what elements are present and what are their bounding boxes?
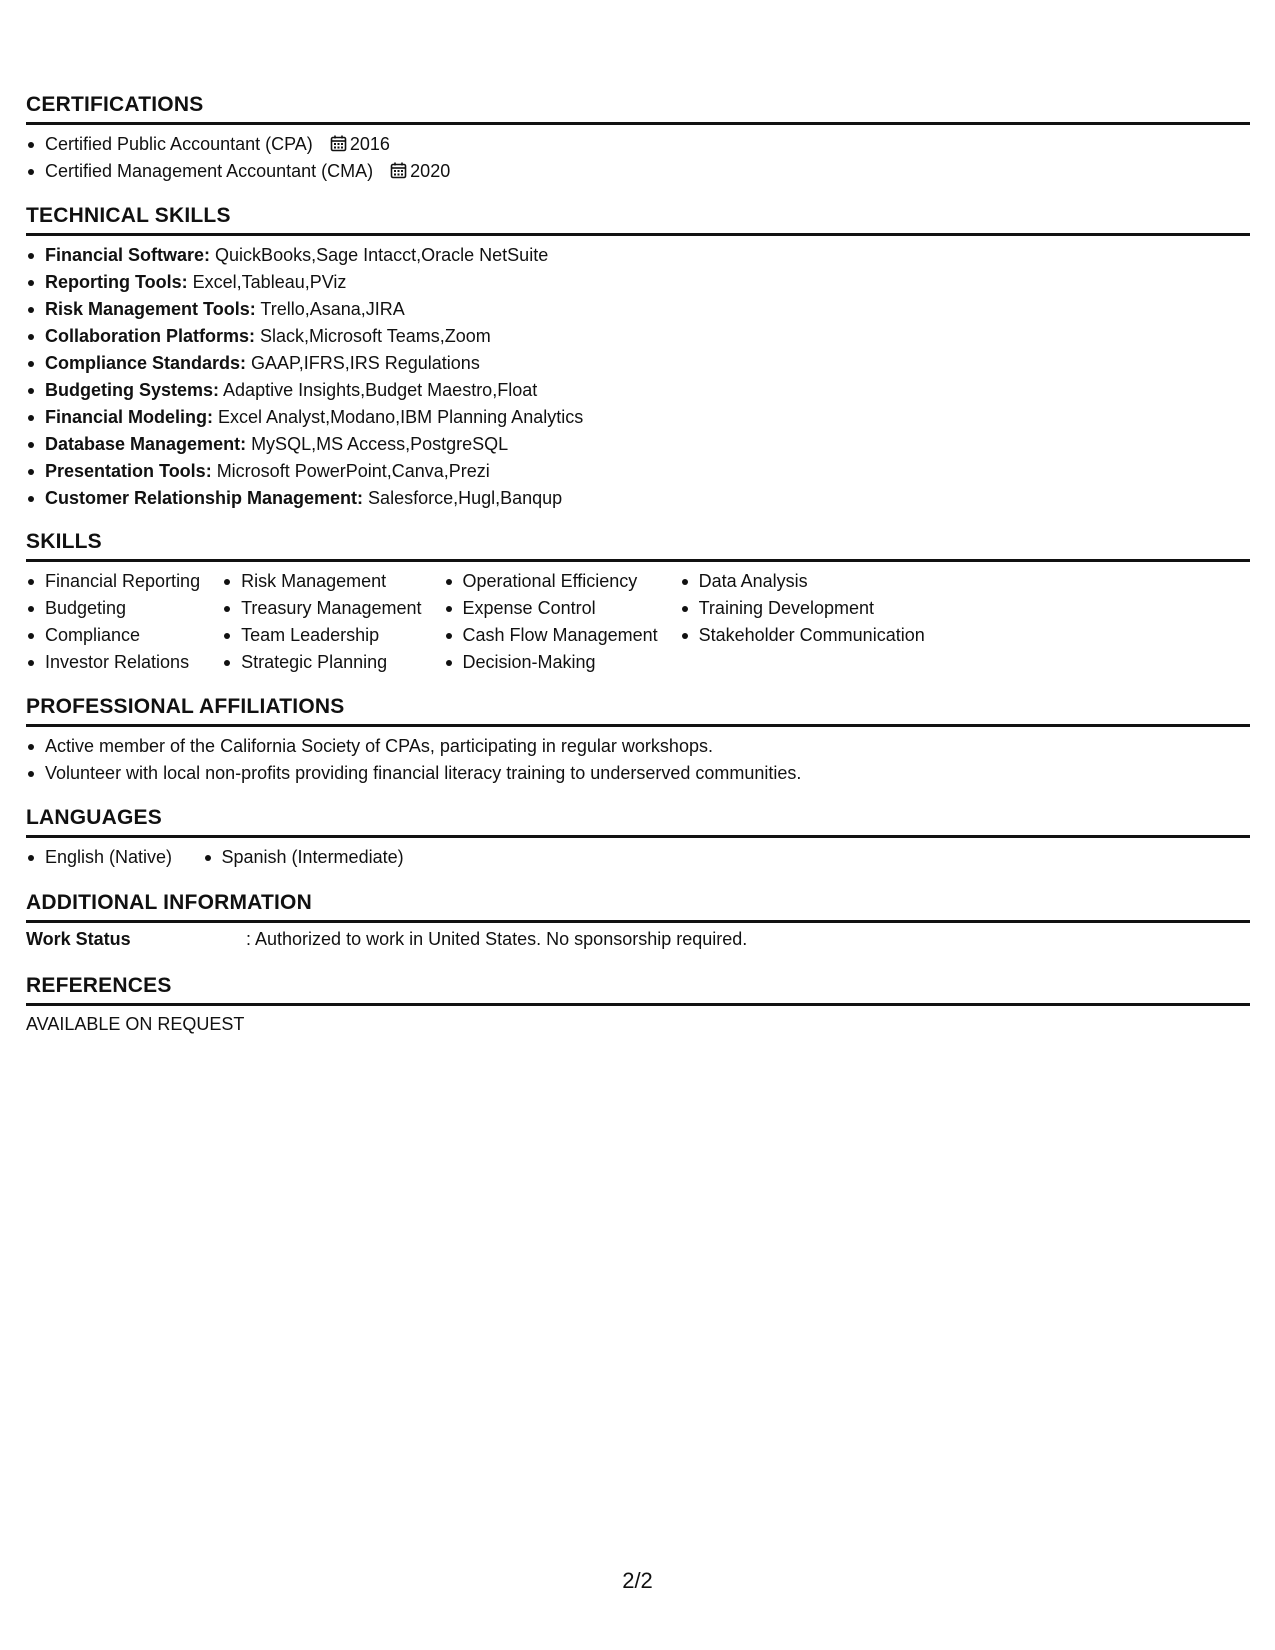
skill-tools: QuickBooks,Sage Intacct,Oracle NetSuite <box>210 245 549 265</box>
technical-skills-title: TECHNICAL SKILLS <box>26 204 1250 236</box>
technical-skills-section <box>26 204 1250 512</box>
list-item <box>26 242 1250 269</box>
skill-tools: Salesforce,Hugl,Banqup <box>363 488 563 508</box>
list-item: Risk Management <box>222 568 421 595</box>
work-status-value: : Authorized to work in United States. No sponsorship required. <box>246 929 748 949</box>
skill-category: Risk Management Tools: <box>45 299 256 319</box>
technical-skills-list <box>26 242 1250 512</box>
skill-tools: Microsoft PowerPoint,Canva,Prezi <box>211 461 490 481</box>
additional-info-title: ADDITIONAL INFORMATION <box>26 891 1250 923</box>
skill-tools: Excel Analyst,Modano,IBM Planning Analytics <box>213 407 584 427</box>
skill-category: Collaboration Platforms: <box>45 326 256 346</box>
skill-tools: MySQL,MS Access,PostgreSQL <box>246 434 509 454</box>
affiliations-section <box>26 695 1250 787</box>
skill-category: Reporting Tools: <box>45 272 188 292</box>
list-item: Financial Reporting <box>26 568 200 595</box>
certification-name: Certified Management Accountant (CMA) <box>45 161 374 181</box>
list-item: Compliance <box>26 622 200 649</box>
references-section <box>26 974 1250 1038</box>
list-item: Strategic Planning <box>222 649 421 676</box>
skill-category: Financial Modeling: <box>45 407 214 427</box>
list-item <box>26 269 1250 296</box>
skills-column <box>680 568 925 676</box>
list-item <box>26 350 1250 377</box>
list-item: Data Analysis <box>680 568 925 595</box>
list-item: English (Native) <box>26 844 172 871</box>
list-item <box>26 458 1250 485</box>
list-item: Stakeholder Communication <box>680 622 925 649</box>
list-item: Team Leadership <box>222 622 421 649</box>
list-item: Expense Control <box>444 595 658 622</box>
skill-category: Financial Software: <box>45 245 211 265</box>
list-item <box>26 131 1250 158</box>
work-status-row <box>26 923 1250 953</box>
skill-tools: Excel,Tableau,PViz <box>187 272 347 292</box>
calendar-icon <box>330 135 347 152</box>
skills-column <box>444 568 658 676</box>
skills-section <box>26 530 1250 676</box>
page-number: 2/2 <box>622 1568 653 1593</box>
list-item: Volunteer with local non-profits providing financial literacy training to underserved communities. <box>26 760 1250 787</box>
languages-section <box>26 806 1250 871</box>
skills-title: SKILLS <box>26 530 1250 562</box>
skill-category: Customer Relationship Management: <box>45 488 364 508</box>
list-item: Decision-Making <box>444 649 658 676</box>
list-item <box>26 296 1250 323</box>
certifications-section <box>26 93 1250 185</box>
skills-grid <box>26 562 1250 676</box>
skill-tools: Trello,Asana,JIRA <box>255 299 405 319</box>
skill-category: Budgeting Systems: <box>45 380 220 400</box>
list-item <box>26 431 1250 458</box>
list-item: Budgeting <box>26 595 200 622</box>
skills-column <box>26 568 200 676</box>
certification-year: 2020 <box>410 161 451 181</box>
skills-column <box>222 568 421 676</box>
skill-tools: Slack,Microsoft Teams,Zoom <box>255 326 491 346</box>
list-item: Spanish (Intermediate) <box>203 844 404 871</box>
skill-category: Database Management: <box>45 434 247 454</box>
list-item: Active member of the California Society of CPAs, participating in regular workshops. <box>26 733 1250 760</box>
additional-info-section <box>26 891 1250 953</box>
certifications-title: CERTIFICATIONS <box>26 93 1250 125</box>
affiliations-list <box>26 733 1250 787</box>
list-item <box>26 158 1250 185</box>
skill-tools: Adaptive Insights,Budget Maestro,Float <box>219 380 538 400</box>
work-status-label: Work Status <box>26 929 131 949</box>
references-text: AVAILABLE ON REQUEST <box>26 1014 245 1034</box>
list-item <box>26 485 1250 512</box>
list-item: Operational Efficiency <box>444 568 658 595</box>
references-title: REFERENCES <box>26 974 1250 1006</box>
skill-category: Presentation Tools: <box>45 461 212 481</box>
list-item: Treasury Management <box>222 595 421 622</box>
certifications-list <box>26 131 1250 185</box>
calendar-icon <box>390 162 407 179</box>
languages-title: LANGUAGES <box>26 806 1250 838</box>
affiliations-title: PROFESSIONAL AFFILIATIONS <box>26 695 1250 727</box>
list-item: Investor Relations <box>26 649 200 676</box>
skill-category: Compliance Standards: <box>45 353 247 373</box>
list-item <box>26 377 1250 404</box>
list-item <box>26 323 1250 350</box>
list-item: Training Development <box>680 595 925 622</box>
certification-year: 2016 <box>349 134 390 154</box>
skill-tools: GAAP,IFRS,IRS Regulations <box>246 353 480 373</box>
languages-list <box>26 844 430 871</box>
list-item: Cash Flow Management <box>444 622 658 649</box>
certification-name: Certified Public Accountant (CPA) <box>45 134 313 154</box>
list-item <box>26 404 1250 431</box>
